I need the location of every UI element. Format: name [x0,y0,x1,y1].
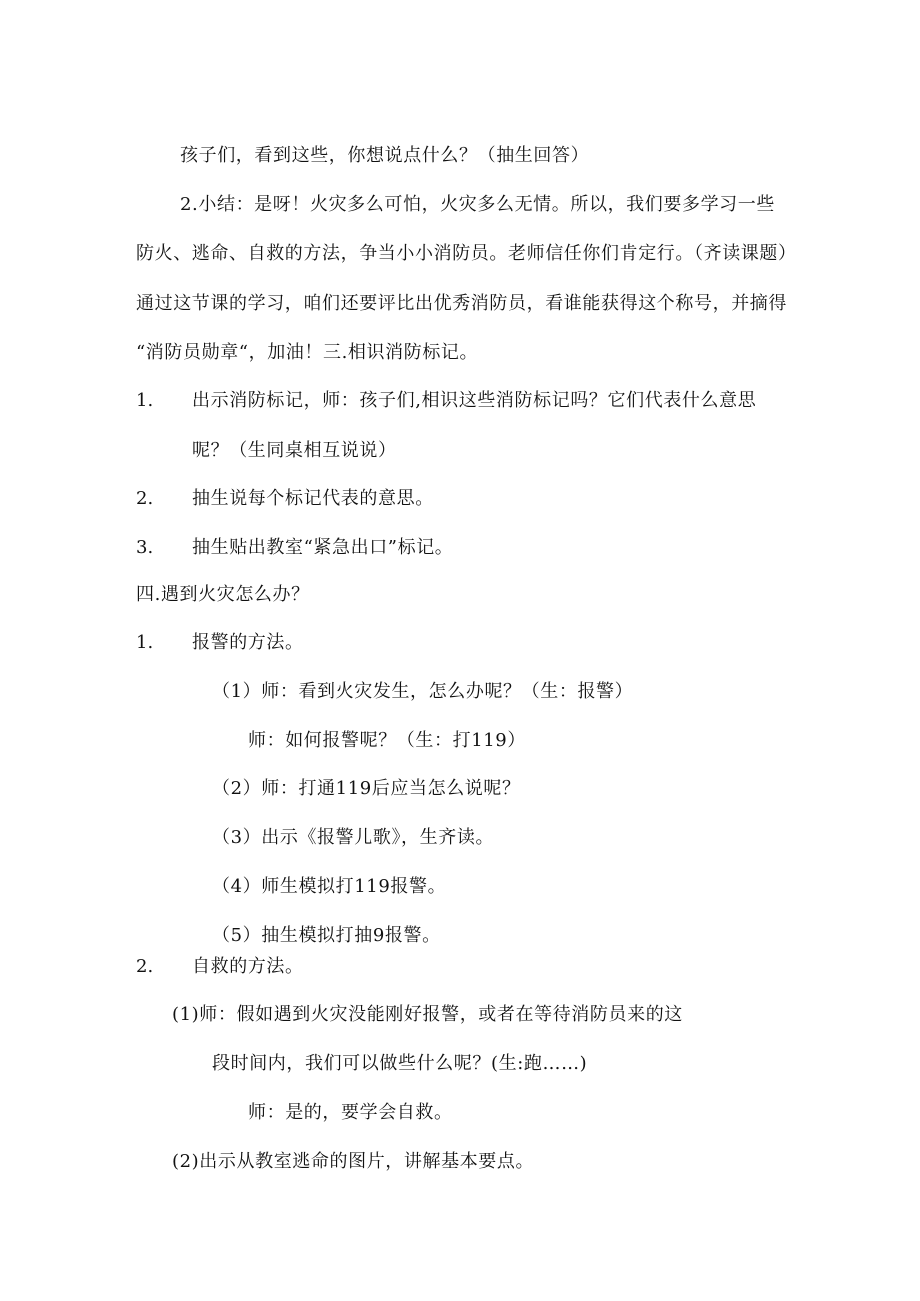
sub-item-answer: 师：是的，要学会自救。 [248,1102,453,1123]
list-number: 2. [136,956,154,977]
summary-line-1: 2.小结：是呀！火灾多么可怕，火灾多么无情。所以，我们要多学习一些 [180,194,775,215]
sub-item: （5）抽生模拟打抽9报警。 [212,925,441,946]
list-item-text: 抽生说每个标记代表的意思。 [192,488,434,509]
summary-line-3: 通过这节课的学习，咱们还要评比出优秀消防员，看谁能获得这个称号，并摘得 [136,293,787,314]
summary-line-2: 防火、逃命、自救的方法，争当小小消防员。老师信任你们肯定行。（齐读课题） [136,243,797,264]
list-item-text: 报警的方法。 [192,632,304,653]
list-item-text: 出示消防标记，师：孩子们,相识这些消防标记吗？它们代表什么意思 [192,390,757,411]
sub-item: （2）师：打通119后应当怎么说呢？ [212,778,521,799]
list-item-continuation: 呢？（生同桌相互说说） [192,440,397,461]
list-item-text: 自救的方法。 [192,956,304,977]
sub-item: (1)师：假如遇到火灾没能刚好报警，或者在等待消防员来的这 [172,1004,683,1025]
list-number: 2. [136,488,154,509]
summary-line-4: “消防员勋章“，加油！三.相识消防标记。 [136,342,479,363]
sub-item-continuation: 师：如何报警呢？（生：打119） [248,730,526,751]
list-number: 1. [136,390,154,411]
list-number: 3. [136,537,154,558]
paragraph-children-prompt: 孩子们，看到这些，你想说点什么？（抽生回答） [180,145,590,166]
section-heading: 四.遇到火灾怎么办？ [136,584,310,605]
sub-item: （3）出示《报警儿歌》，生齐读。 [212,827,495,848]
sub-item: (2)出示从教室逃命的图片，讲解基本要点。 [172,1151,535,1172]
list-item-text: 抽生贴出教室“紧急出口”标记。 [192,537,454,558]
sub-item: （1）师：看到火灾发生，怎么办呢？（生：报警） [212,681,634,702]
list-number: 1. [136,632,154,653]
sub-item-continuation: 段时间内，我们可以做些什么呢？(生:跑……) [212,1053,588,1074]
sub-item: （4）师生模拟打119报警。 [212,876,447,897]
